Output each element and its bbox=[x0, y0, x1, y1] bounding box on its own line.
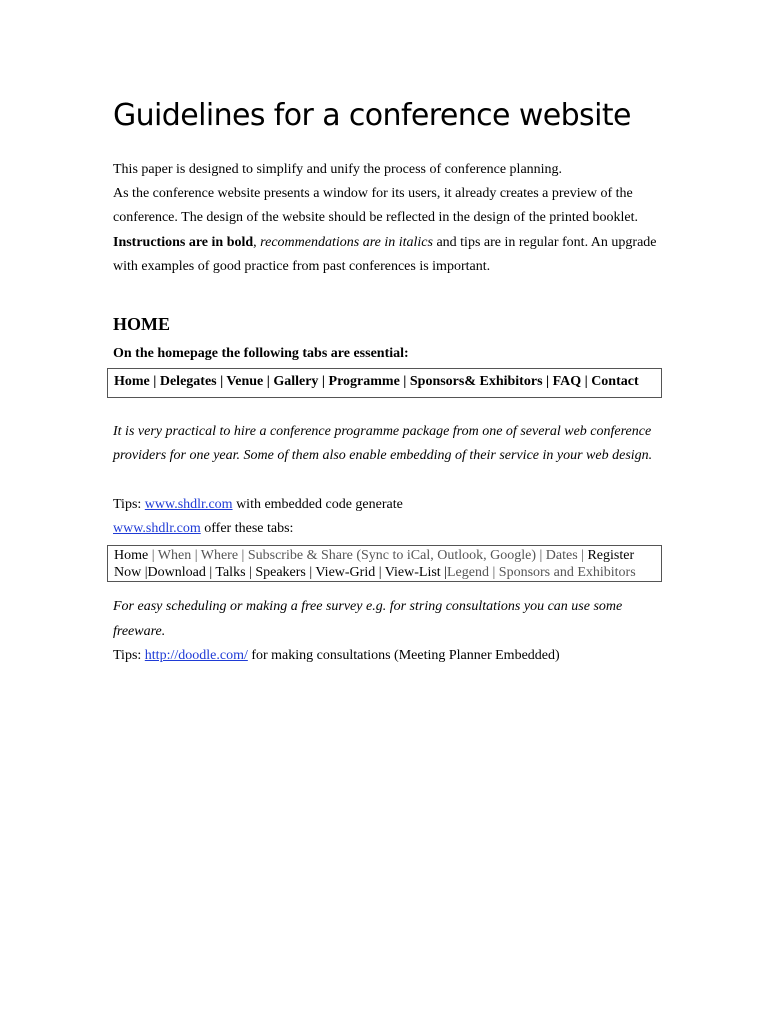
tips-shdlr-line-1 bbox=[113, 496, 403, 514]
scheduling-line-2: freeware. bbox=[113, 624, 166, 639]
shdlr-tabs-muted-1: | When | Where | Subscribe & Share (Sync to iCal, Outlook, Google) | Dates | bbox=[151, 548, 584, 563]
hire-package-line-2: providers for one year. Some of them also enable embedding of their service in your web design. bbox=[113, 448, 653, 463]
shdlr-register-text: Register bbox=[583, 548, 635, 563]
tips-doodle-rest: for making consultations (Meeting Planner Embedded) bbox=[247, 648, 560, 663]
intro-paragraph-2-line-1: As the conference website presents a window for its users, it already creates a preview of the bbox=[113, 186, 633, 201]
tips-shdlr-rest-2: offer these tabs: bbox=[200, 521, 294, 536]
shdlr-link-1[interactable]: www.shdlr.com bbox=[144, 497, 233, 512]
scheduling-line-1: For easy scheduling or making a free survey e.g. for string consultations you can use some bbox=[113, 599, 623, 614]
intro-paragraph-2-line-2: conference. The design of the website should be reflected in the design of the printed booklet. bbox=[113, 210, 638, 225]
home-heading: HOME bbox=[113, 314, 170, 334]
regular-tips-text: and tips are in regular font. An upgrade bbox=[432, 235, 657, 250]
tips-prefix-doodle: Tips: bbox=[113, 648, 145, 663]
intro-paragraph-3-line-2: with examples of good practice from past conferences is important. bbox=[113, 259, 491, 274]
doodle-link[interactable]: http://doodle.com/ bbox=[144, 648, 248, 663]
essential-tabs-box: Home | Delegates | Venue | Gallery | Programme | Sponsors& Exhibitors | FAQ | Contact bbox=[107, 368, 662, 398]
bold-instructions-text: Instructions are in bold bbox=[113, 235, 254, 250]
comma-text: , bbox=[253, 235, 261, 250]
shdlr-link-2[interactable]: www.shdlr.com bbox=[113, 521, 201, 536]
italic-recommendations-text: recommendations are in italics bbox=[260, 235, 433, 250]
shdlr-tabs-dark-2: Now |Download | Talks | Speakers | View-Grid | View-List | bbox=[114, 565, 447, 580]
home-subheading: On the homepage the following tabs are essential: bbox=[113, 346, 409, 361]
tips-prefix: Tips: bbox=[113, 497, 145, 512]
shdlr-home-text: Home bbox=[114, 548, 152, 563]
hire-package-line-1: It is very practical to hire a conference programme package from one of several web conference bbox=[113, 424, 652, 439]
tips-doodle-line bbox=[113, 647, 560, 665]
shdlr-tabs-line-1 bbox=[114, 547, 655, 564]
tips-shdlr-line-2 bbox=[113, 520, 293, 538]
shdlr-tabs-muted-2: Legend | Sponsors and Exhibitors bbox=[447, 565, 636, 580]
shdlr-tabs-line-2 bbox=[114, 564, 655, 581]
shdlr-tabs-box bbox=[107, 545, 662, 582]
intro-paragraph-3-line-1 bbox=[113, 234, 657, 252]
intro-paragraph-1: This paper is designed to simplify and unify the process of conference planning. bbox=[113, 162, 563, 177]
document-title: Guidelines for a conference website bbox=[113, 98, 631, 133]
tips-shdlr-rest-1: with embedded code generate bbox=[232, 497, 403, 512]
